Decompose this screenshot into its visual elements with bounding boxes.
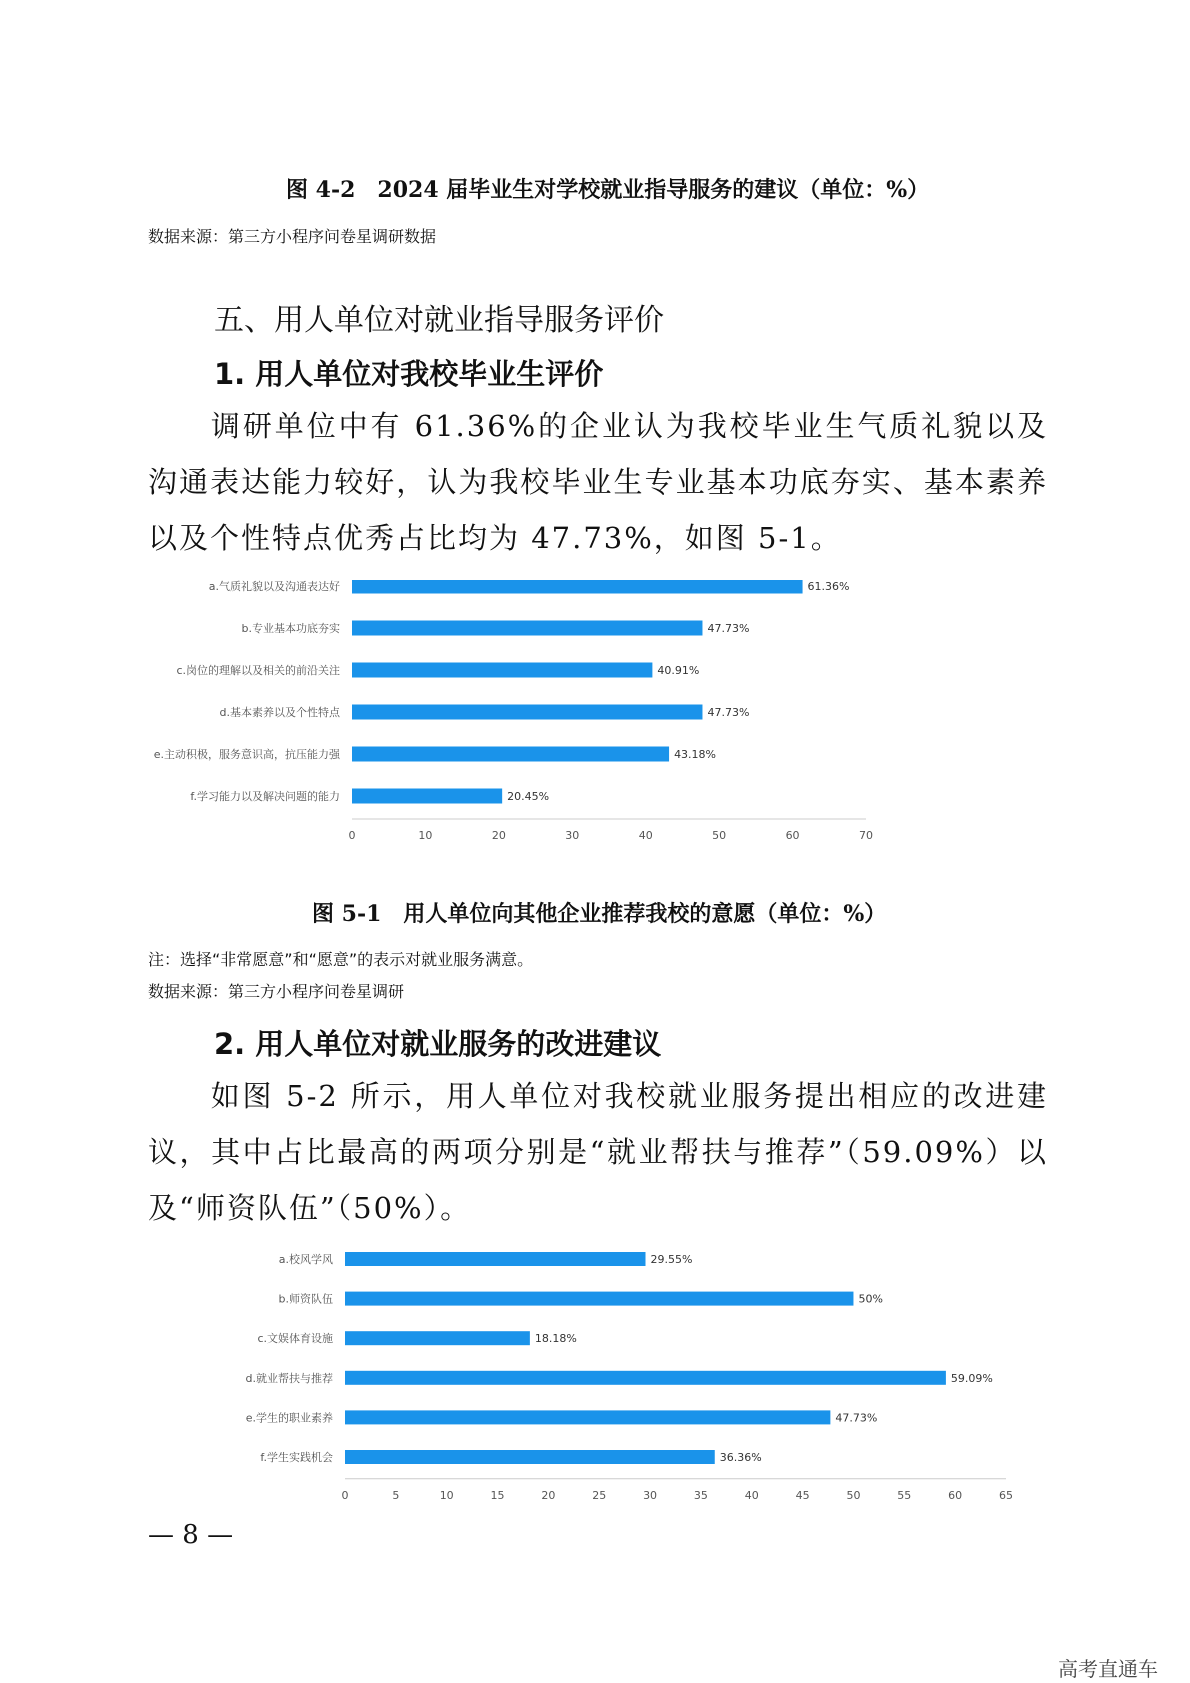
- chart1-category-label: c.岗位的理解以及相关的前沿关注: [176, 664, 340, 677]
- chart1-data-label: 61.36%: [807, 580, 850, 593]
- chart2-category-label: e.学生的职业素养: [245, 1411, 333, 1425]
- chart2-bar: [345, 1450, 715, 1464]
- chart2-category-label: b.师资队伍: [278, 1292, 333, 1306]
- chart2-tick-label: 0: [341, 1488, 349, 1502]
- chart1-bar: [352, 580, 803, 594]
- chart2-tick-label: 60: [948, 1488, 963, 1502]
- chart2-data-label: 59.09%: [950, 1371, 993, 1385]
- chart2-data-label: 36.36%: [719, 1451, 762, 1464]
- subsection-1-heading: 1. 用人单位对我校毕业生评价: [214, 357, 604, 391]
- chart2-data-label: 50%: [858, 1292, 883, 1306]
- chart2-tick-label: 45: [795, 1488, 810, 1502]
- chart2-tick-label: 65: [999, 1488, 1013, 1502]
- chart1-tick-label: 40: [638, 829, 653, 842]
- chart2-tick-label: 40: [744, 1488, 759, 1502]
- chart1-category-label: d.基本素养以及个性特点: [219, 706, 340, 719]
- chart2-bar: [345, 1371, 946, 1385]
- figure-5-1-note: 注：选择“非常愿意”和“愿意”的表示对就业服务满意。: [148, 950, 534, 969]
- subsection-2-paragraph-text: 如图 5-2 所示，用人单位对我校就业服务提出相应的改进建议，其中占比最高的两项分别是“就业帮扶与推荐”（59.09%）以及“师资队伍”（50%）。: [148, 1079, 1048, 1225]
- chart2-tick-label: 5: [392, 1488, 400, 1502]
- subsection-2-heading: 2. 用人单位对就业服务的改进建议: [214, 1027, 662, 1061]
- chart1-category-label: f.学习能力以及解决问题的能力: [190, 790, 340, 803]
- chart2-bar: [345, 1292, 853, 1306]
- chart2-tick-label: 10: [439, 1488, 454, 1502]
- chart1-data-label: 47.73%: [707, 622, 750, 635]
- chart1-data-label: 47.73%: [707, 706, 750, 719]
- chart1-tick-label: 70: [859, 829, 873, 842]
- chart1-tick-label: 30: [565, 829, 580, 842]
- chart1-category-label: a.气质礼貌以及沟通表达好: [208, 580, 340, 593]
- chart1-tick-label: 50: [712, 829, 727, 842]
- chart-improvement-suggestions: [140, 1245, 1030, 1515]
- chart1-category-label: e.主动积极，服务意识高，抗压能力强: [153, 748, 340, 761]
- chart1-category-label: b.专业基本功底夯实: [241, 622, 340, 635]
- chart1-tick-label: 0: [348, 829, 356, 842]
- chart1-tick-label: 20: [491, 829, 506, 842]
- chart2-tick-label: 15: [490, 1488, 505, 1502]
- figure-5-1-source: 数据来源：第三方小程序问卷星调研: [148, 982, 405, 1001]
- subsection-1-paragraph-text: 调研单位中有 61.36%的企业认为我校毕业生气质礼貌以及沟通表达能力较好，认为我校毕业生专业基本功底夯实、基本素养以及个性特点优秀占比均为 47.73%，如图 5-1。: [148, 409, 1048, 555]
- figure-4-2-caption: 图 4-2 2024 届毕业生对学校就业指导服务的建议（单位：%）: [286, 177, 930, 203]
- subsection-1-paragraph: [148, 398, 1048, 566]
- chart1-data-label: 20.45%: [507, 790, 550, 803]
- chart2-bar: [345, 1252, 646, 1266]
- chart1-bar: [352, 663, 652, 678]
- chart2-data-label: 18.18%: [534, 1332, 577, 1346]
- chart1-bar: [352, 621, 702, 636]
- chart1-bar: [352, 747, 669, 762]
- figure-4-2-source: 数据来源：第三方小程序问卷星调研数据: [148, 227, 437, 246]
- chart1-tick-label: 60: [785, 829, 800, 842]
- chart2-data-label: 29.55%: [650, 1253, 693, 1266]
- chart2-bar: [345, 1331, 530, 1345]
- page-number: — 8 —: [148, 1520, 234, 1550]
- chart1-data-label: 40.91%: [657, 664, 700, 677]
- subsection-2-paragraph: [148, 1068, 1048, 1236]
- chart2-category-label: c.文娱体育设施: [257, 1332, 333, 1346]
- chart2-tick-label: 30: [643, 1488, 658, 1502]
- chart2-tick-label: 50: [846, 1488, 861, 1502]
- chart2-tick-label: 35: [693, 1488, 708, 1502]
- chart2-category-label: d.就业帮扶与推荐: [245, 1371, 333, 1385]
- chart2-tick-label: 55: [897, 1488, 912, 1502]
- watermark-text: 高考直通车: [1058, 1657, 1158, 1681]
- chart1-tick-label: 10: [418, 829, 433, 842]
- chart2-bar: [345, 1410, 830, 1424]
- chart1-bar: [352, 789, 502, 804]
- chart1-data-label: 43.18%: [674, 748, 717, 761]
- figure-5-1-caption: 图 5-1 用人单位向其他企业推荐我校的意愿（单位：%）: [312, 901, 887, 927]
- chart1-bar: [352, 705, 702, 720]
- chart2-tick-label: 20: [541, 1488, 556, 1502]
- chart2-category-label: a.校风学风: [278, 1253, 333, 1266]
- chart2-category-label: f.学生实践机会: [260, 1451, 333, 1464]
- section-heading: 五、用人单位对就业指导服务评价: [214, 303, 664, 338]
- chart2-tick-label: 25: [592, 1488, 607, 1502]
- chart2-data-label: 47.73%: [835, 1411, 878, 1425]
- chart-employer-evaluation: [140, 580, 960, 860]
